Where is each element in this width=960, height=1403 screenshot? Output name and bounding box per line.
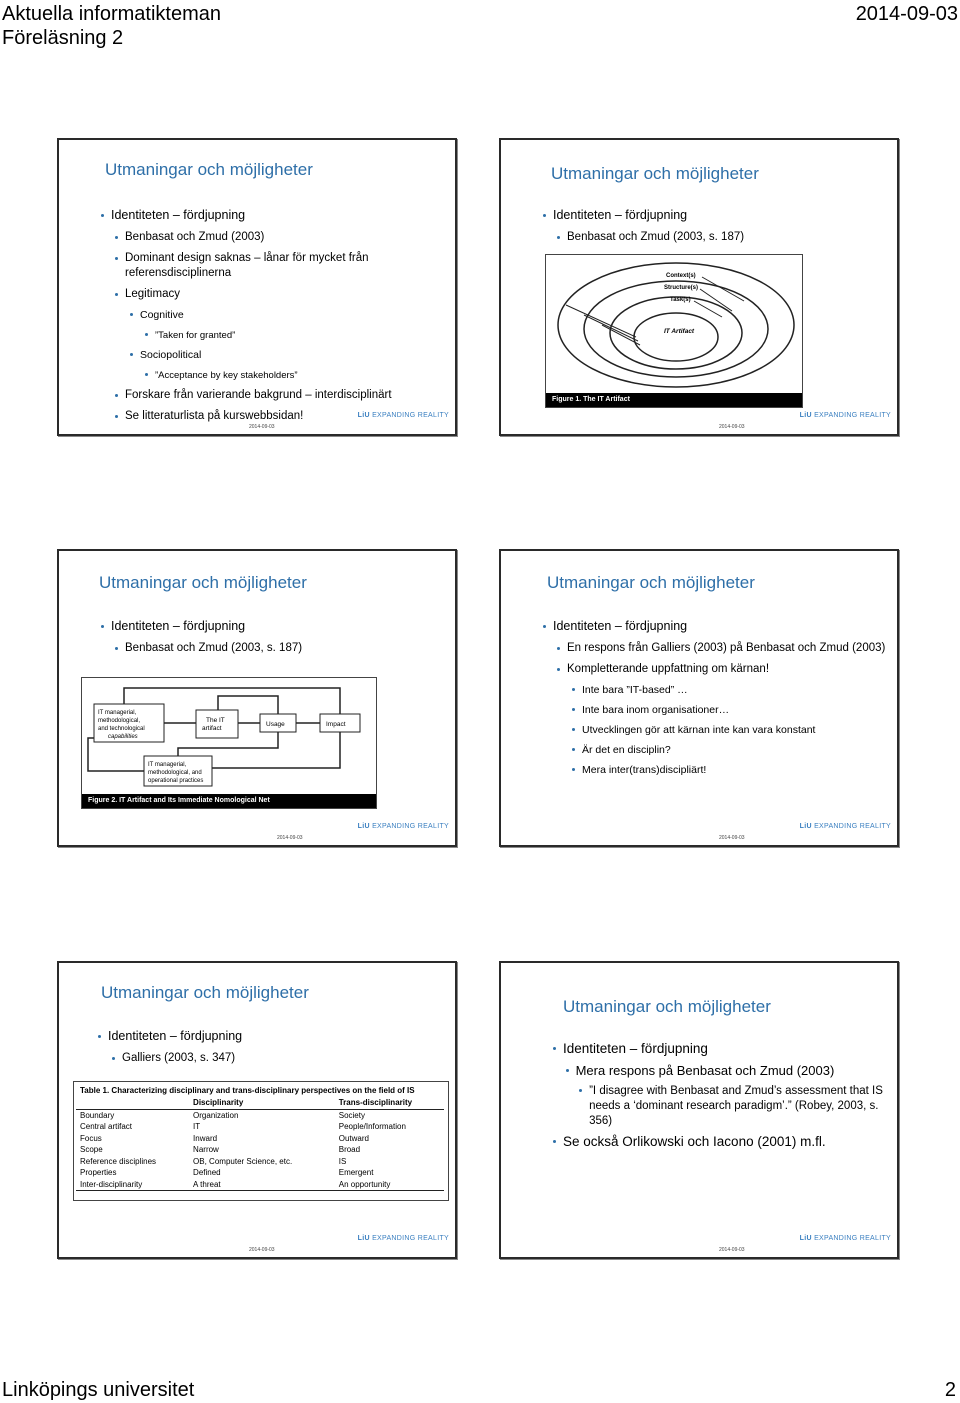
table-row [76,1109,444,1121]
svg-text:The IT: The IT [206,717,225,724]
table-cell: Inward [193,1133,218,1143]
table-cell: An opportunity [335,1179,444,1191]
bullet-level-2: Mera respons på Benbasat och Zmud (2003) [576,1063,889,1078]
slide-title: Utmaningar och möjligheter [105,160,313,179]
liu-logo: LiU EXPANDING REALITY [357,412,449,419]
bullet-level-3: Inte bara ”IT-based” … [582,683,889,698]
bullet-level-2: Legitimacy [125,287,447,302]
bullet-level-3: Inte bara inom organisationer… [582,703,889,718]
bullet-level-2: Galliers (2003, s. 347) [122,1051,447,1066]
table-cell: IT [193,1122,201,1131]
svg-text:and technological: and technological [98,726,145,732]
svg-text:IT managerial,: IT managerial, [98,710,137,716]
bullet-list [553,208,889,251]
table-cell: Organization [193,1110,239,1120]
bullet-level-1: Identiteten – fördjupning [563,1041,889,1056]
bullet-level-2: Forskare från varierande bakgrund – interdisciplinärt [125,388,447,403]
header-date: 2014-09-03 [855,3,958,25]
table-cell: Reference disciplines [80,1156,157,1166]
table-cell: OB, Computer Science, etc. [193,1156,293,1166]
bullet-level-4: ”Acceptance by key stakeholders” [155,368,447,383]
bullet-level-1: Identiteten – fördjupning [111,619,447,634]
bullet-level-2: Benbasat och Zmud (2003) [125,230,447,245]
bullet-level-1: Identiteten – fördjupning [111,208,447,223]
table-row [76,1167,444,1179]
bullet-list [563,1041,889,1156]
slide-title: Utmaningar och möjligheter [101,983,309,1002]
bullet-level-3: Sociopolitical [140,348,447,363]
bullet-level-1: Se också Orlikowski och Iacono (2001) m.fl. [563,1134,889,1149]
slide-5 [57,961,457,1259]
course-title: Aktuella informatikteman [2,3,221,25]
table-cell: A threat [189,1179,335,1191]
bullet-level-2: Benbasat och Zmud (2003, s. 187) [567,230,889,245]
table-cell: Central artifact [80,1122,133,1131]
bullet-level-1: Identiteten – fördjupning [553,208,889,223]
slide-2 [499,138,899,436]
liu-logo: LiU EXPANDING REALITY [799,1235,891,1242]
table-header-cell: Disciplinarity [189,1097,335,1109]
bullet-level-2: Benbasat och Zmud (2003, s. 187) [125,641,447,656]
slide-date: 2014-09-03 [719,424,745,430]
slide-title: Utmaningar och möjligheter [551,164,759,183]
svg-text:capabilities: capabilities [108,734,138,740]
label-contexts: Context(s) [666,273,696,279]
bullet-level-2: Dominant design saknas – lånar för mycket från referensdisciplinerna [125,251,447,281]
bullet-level-2: Se litteraturlista på kurswebbsidan! [125,409,447,424]
slide-title: Utmaningar och möjligheter [99,573,307,592]
svg-text:artifact: artifact [202,725,222,732]
table-row [76,1121,444,1133]
disciplinarity-table [76,1097,444,1191]
table-header-row [76,1097,444,1109]
nomological-net-figure [81,677,377,809]
bullet-list [111,619,447,662]
bullet-level-2: En respons från Galliers (2003) på Benbasat och Zmud (2003) [567,641,889,656]
slide-1 [57,138,457,436]
svg-text:methodological,: methodological, [98,718,141,724]
bullet-list [111,208,447,430]
svg-text:Impact: Impact [326,721,346,728]
bullet-level-3: Mera inter(trans)discipliärt! [582,763,889,778]
lecture-title: Föreläsning 2 [2,27,124,49]
liu-logo: LiU EXPANDING REALITY [357,1235,449,1242]
bullet-level-1: Identiteten – fördjupning [108,1029,447,1044]
it-artifact-figure [545,254,803,408]
slide-title: Utmaningar och möjligheter [563,997,771,1016]
page-number: 2 [944,1379,956,1401]
table-header-cell: Trans-disciplinarity [335,1097,444,1109]
slide-date: 2014-09-03 [277,835,303,841]
table-row [76,1144,444,1156]
figure-caption: Figure 1. The IT Artifact [546,393,802,407]
table-header-cell [76,1097,189,1109]
bullet-level-3: ”I disagree with Benbasat and Zmud’s assessment that IS needs a ‘dominant research paradigm’.” (Robey, 2003, s. 356) [589,1084,889,1129]
table-cell: Narrow [193,1145,219,1154]
bullet-list [553,619,889,783]
slide-4 [499,549,899,847]
bullet-list [108,1029,447,1072]
table-caption: Table 1. Characterizing disciplinary and trans-disciplinary perspectives on the field of IS [80,1086,415,1095]
disciplinarity-table-figure [73,1081,449,1201]
table-row [76,1133,444,1145]
slide-title: Utmaningar och möjligheter [547,573,755,592]
slide-date: 2014-09-03 [719,835,745,841]
label-structures: Structure(s) [664,285,699,291]
figure-caption: Figure 2. IT Artifact and Its Immediate Nomological Net [82,794,376,808]
table-cell: Defined [193,1168,221,1177]
university-name: Linköpings universitet [2,1379,195,1401]
slide-date: 2014-09-03 [719,1247,745,1253]
bullet-level-1: Identiteten – fördjupning [553,619,889,634]
table-cell: Focus [80,1133,102,1143]
label-tasks: Task(s) [670,297,691,303]
slide-6 [499,961,899,1259]
bullet-level-2: Kompletterande uppfattning om kärnan! [567,662,889,677]
liu-logo: LiU EXPANDING REALITY [799,823,891,830]
bullet-level-3: Utvecklingen gör att kärnan inte kan vara konstant [582,723,889,738]
table-cell: People/Information [338,1122,406,1131]
svg-text:IT managerial,: IT managerial, [148,762,187,768]
svg-text:methodological, and: methodological, and [148,770,202,776]
liu-logo: LiU EXPANDING REALITY [357,823,449,830]
table-cell: Scope [80,1145,103,1154]
label-it-artifact: IT Artifact [664,328,695,335]
table-cell: Broad [338,1145,361,1154]
table-row [76,1179,444,1191]
liu-logo: LiU EXPANDING REALITY [799,412,891,419]
nomological-net-diagram [82,678,376,794]
slide-3 [57,549,457,847]
table-cell: Properties [80,1168,117,1177]
slide-date: 2014-09-03 [249,424,275,430]
table-cell: Boundary [80,1110,115,1120]
table-cell: Society [338,1110,365,1120]
svg-text:operational practices: operational practices [148,778,204,784]
svg-text:Usage: Usage [266,721,285,728]
table-cell: Emergent [338,1168,374,1177]
table-cell: IS [338,1156,347,1166]
table-cell: Outward [338,1133,369,1143]
bullet-level-3: Är det en disciplin? [582,743,889,758]
table-row [76,1156,444,1168]
table-cell: Inter-disciplinarity [76,1179,189,1191]
concentric-circles-diagram [546,255,802,393]
bullet-level-4: ”Taken for granted” [155,328,447,343]
bullet-level-3: Cognitive [140,308,447,323]
slide-date: 2014-09-03 [249,1247,275,1253]
